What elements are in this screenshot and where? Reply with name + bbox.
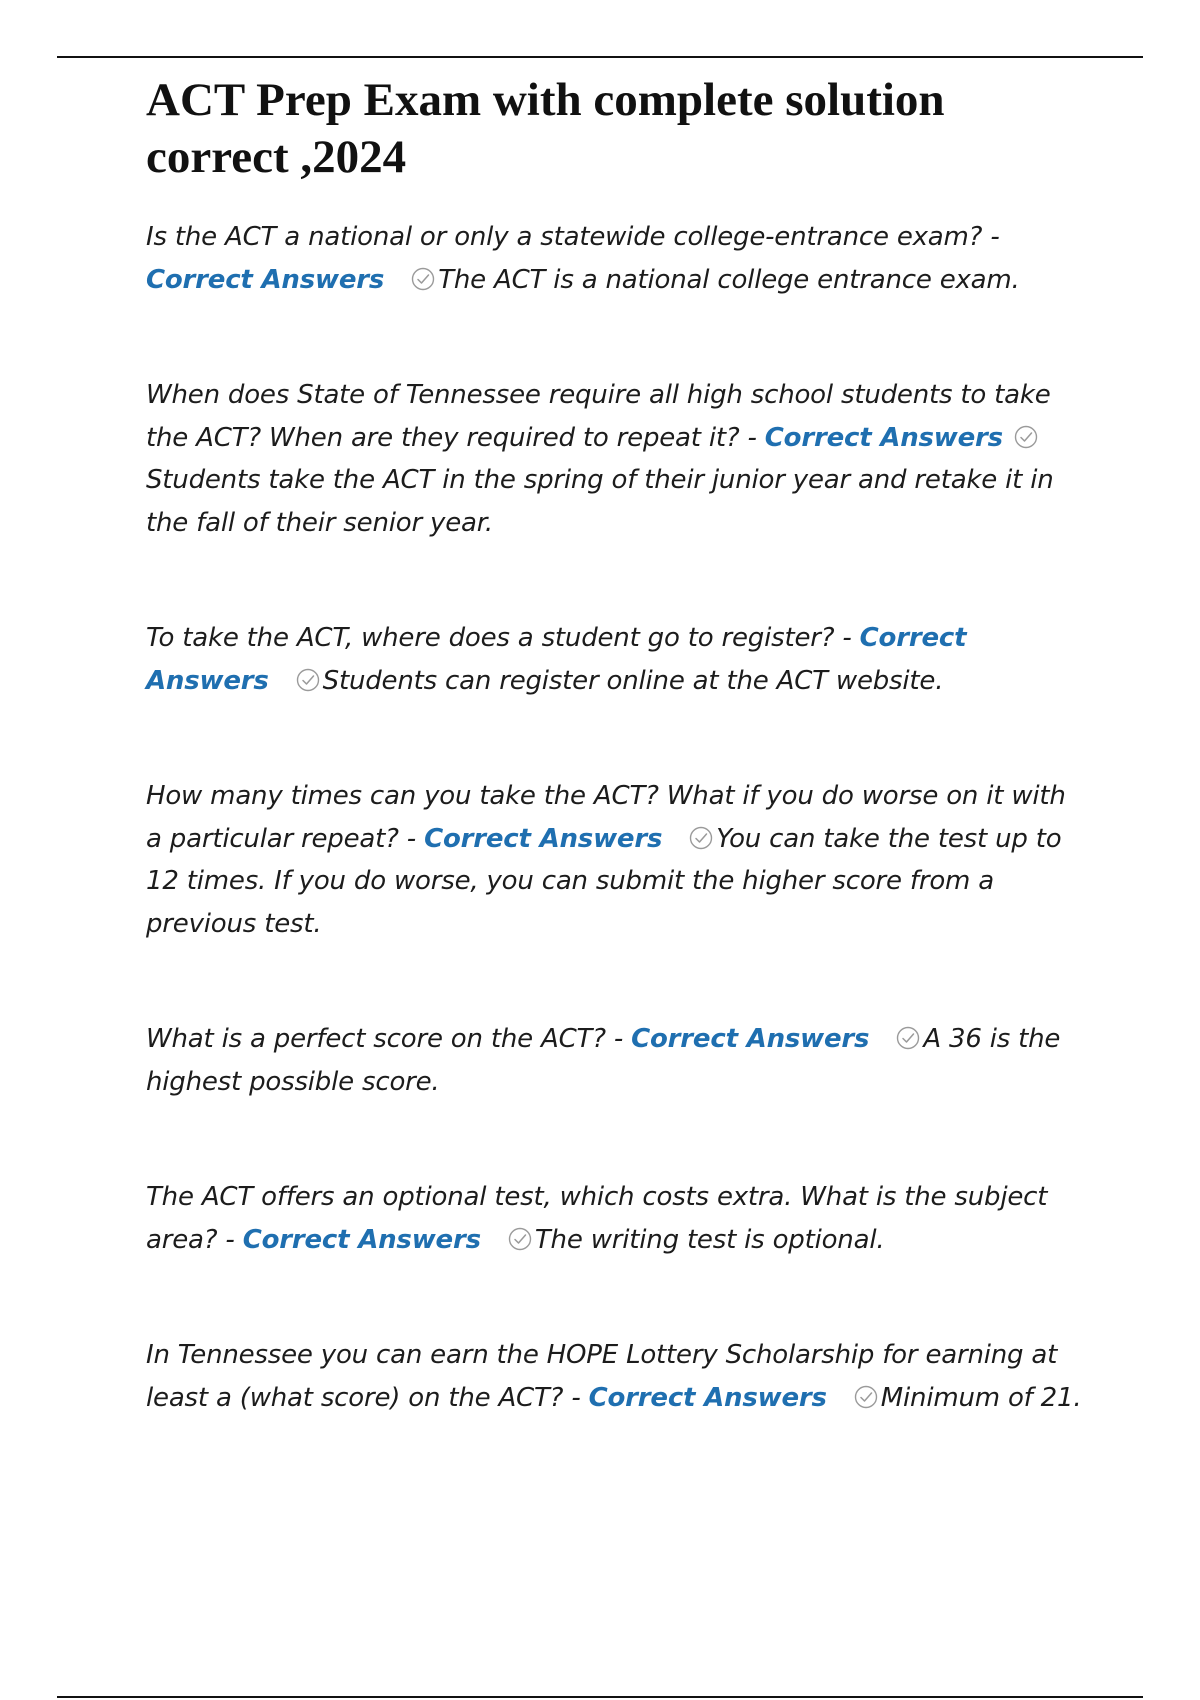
- correct-answers-label: Correct Answers: [242, 1224, 481, 1255]
- qa-item-7: [146, 1334, 1086, 1419]
- check-circle-icon: [507, 1226, 533, 1252]
- answer-text: The writing test is optional.: [534, 1224, 885, 1255]
- answer-text: A 36 is the highest possible score.: [146, 1024, 1061, 1097]
- question-text: In Tennessee you can earn the HOPE Lottery Scholarship for earning at least a (what score) on the ACT? -: [146, 1340, 1058, 1413]
- check-circle-icon: [688, 825, 714, 851]
- correct-answers-label: Correct Answers: [146, 623, 967, 696]
- question-text: What is a perfect score on the ACT? -: [146, 1024, 624, 1054]
- top-rule: [57, 56, 1143, 58]
- answer-text: The ACT is a national college entrance exam.: [438, 264, 1020, 295]
- correct-answers-label: Correct Answers: [764, 422, 1003, 453]
- document-page: [146, 72, 1086, 1492]
- correct-answers-label: Correct Answers: [146, 264, 385, 295]
- document-title: ACT Prep Exam with complete solution correct ,2024: [146, 74, 945, 183]
- check-circle-icon: [853, 1384, 879, 1410]
- bottom-rule: [57, 1696, 1143, 1698]
- qa-item-6: [146, 1176, 1086, 1261]
- answer-text: You can take the test up to 12 times. If you do worse, you can submit the higher score from a previous test.: [146, 823, 1062, 939]
- correct-answers-label: Correct Answers: [588, 1382, 827, 1413]
- qa-item-5: [146, 1018, 1086, 1103]
- check-circle-icon: [1013, 424, 1039, 450]
- answer-text: Students take the ACT in the spring of their junior year and retake it in the fall of their senior year.: [146, 465, 1054, 538]
- qa-item-2: [146, 374, 1086, 544]
- qa-item-4: [146, 775, 1086, 945]
- qa-item-1: [146, 216, 1086, 301]
- answer-text: Students can register online at the ACT website.: [322, 665, 944, 696]
- correct-answers-label: Correct Answers: [631, 1024, 870, 1054]
- qa-item-3: [146, 617, 1086, 702]
- check-circle-icon: [410, 266, 436, 292]
- answer-text: Minimum of 21.: [880, 1382, 1082, 1413]
- check-circle-icon: [295, 667, 321, 693]
- question-text: How many times can you take the ACT? What if you do worse on it with a particular repeat? -: [146, 781, 1066, 854]
- question-text: To take the ACT, where does a student go to register? -: [146, 623, 852, 653]
- check-circle-icon: [895, 1025, 921, 1051]
- correct-answers-label: Correct Answers: [424, 823, 663, 854]
- question-text: When does State of Tennessee require all high school students to take the ACT? When are they required to repeat it? -: [146, 380, 1051, 453]
- question-text: The ACT offers an optional test, which costs extra. What is the subject area? -: [146, 1182, 1048, 1255]
- question-text: Is the ACT a national or only a statewide college-entrance exam? -: [146, 222, 1000, 252]
